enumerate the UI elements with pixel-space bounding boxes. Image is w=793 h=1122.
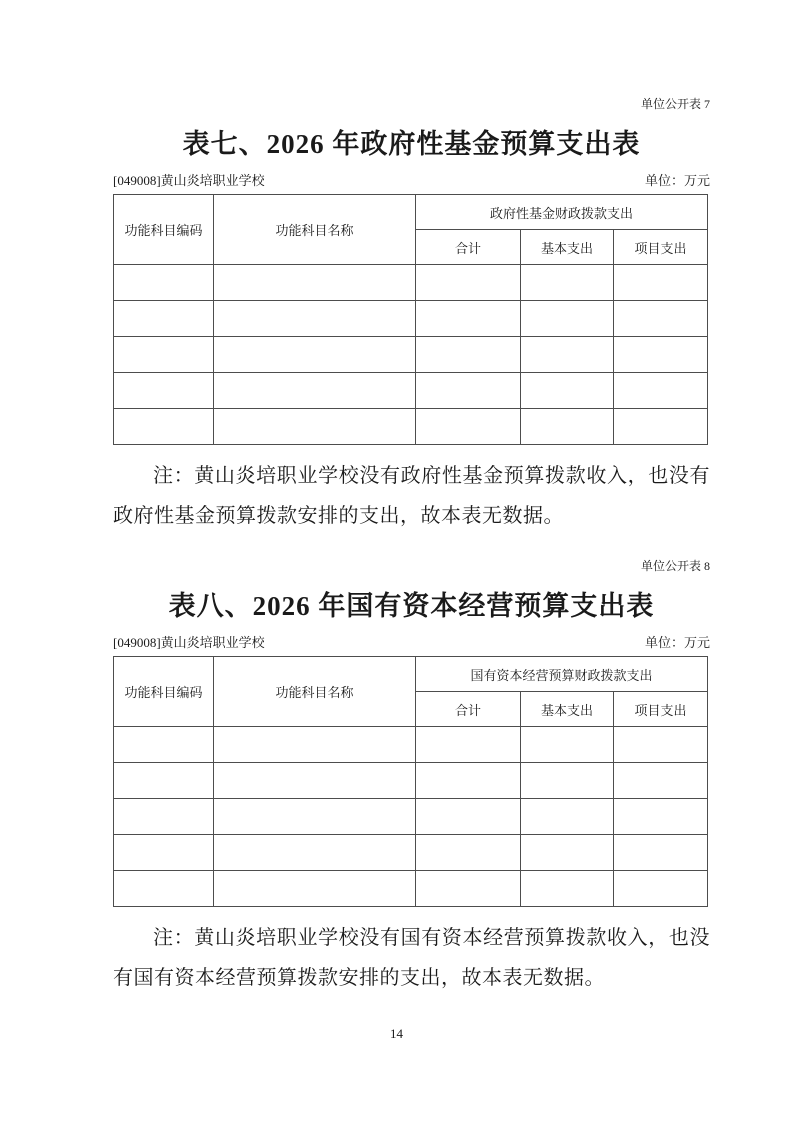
unit-label: 单位：万元 <box>644 635 710 650</box>
empty-cell <box>521 337 614 373</box>
empty-cell <box>214 835 416 871</box>
empty-cell <box>521 763 614 799</box>
table-row <box>114 727 708 763</box>
col-header-project: 项目支出 <box>614 230 708 265</box>
table-header-row-1 <box>114 657 708 692</box>
meta-row <box>113 172 710 190</box>
empty-cell <box>214 337 416 373</box>
empty-cell <box>614 373 708 409</box>
empty-cell <box>214 871 416 907</box>
empty-cell <box>214 799 416 835</box>
org-code: [049008]黄山炎培职业学校 <box>113 635 265 650</box>
col-header-function-code: 功能科目编码 <box>114 657 214 727</box>
empty-cell <box>114 265 214 301</box>
table-row <box>114 301 708 337</box>
empty-cell <box>614 337 708 373</box>
section-table-7 <box>113 96 710 536</box>
budget-table-7 <box>113 194 708 445</box>
empty-cell <box>114 373 214 409</box>
page-number: 14 <box>390 1026 403 1041</box>
table-row <box>114 265 708 301</box>
empty-cell <box>114 727 214 763</box>
org-code: [049008]黄山炎培职业学校 <box>113 173 265 188</box>
budget-table-8 <box>113 656 708 907</box>
empty-cell <box>614 727 708 763</box>
empty-cell <box>614 799 708 835</box>
unit-label: 单位：万元 <box>644 173 710 188</box>
empty-cell <box>521 727 614 763</box>
empty-cell <box>214 763 416 799</box>
empty-cell <box>614 409 708 445</box>
table-note: 注：黄山炎培职业学校没有国有资本经营预算拨款收入，也没有国有资本经营预算拨款安排的支出，故本表无数据。 <box>113 927 710 989</box>
empty-cell <box>614 763 708 799</box>
col-header-function-name: 功能科目名称 <box>214 657 416 727</box>
empty-cell <box>416 871 521 907</box>
empty-cell <box>416 301 521 337</box>
col-header-group: 政府性基金财政拨款支出 <box>416 195 708 230</box>
section-label: 单位公开表 7 <box>640 97 710 111</box>
table-title: 表八、2026 年国有资本经营预算支出表 <box>168 591 655 621</box>
empty-cell <box>416 763 521 799</box>
empty-cell <box>114 871 214 907</box>
table-row <box>114 409 708 445</box>
empty-cell <box>614 301 708 337</box>
table-row <box>114 835 708 871</box>
col-header-function-code: 功能科目编码 <box>114 195 214 265</box>
empty-cell <box>521 835 614 871</box>
table-note: 注：黄山炎培职业学校没有政府性基金预算拨款收入，也没有政府性基金预算拨款安排的支出，故本表无数据。 <box>113 465 710 527</box>
empty-cell <box>114 337 214 373</box>
empty-cell <box>114 835 214 871</box>
empty-cell <box>521 871 614 907</box>
page-content <box>113 0 710 998</box>
empty-cell <box>614 265 708 301</box>
col-header-total: 合计 <box>416 692 521 727</box>
empty-cell <box>614 871 708 907</box>
col-header-project: 项目支出 <box>614 692 708 727</box>
empty-cell <box>521 373 614 409</box>
empty-cell <box>521 265 614 301</box>
empty-cell <box>416 337 521 373</box>
empty-cell <box>214 373 416 409</box>
col-header-total: 合计 <box>416 230 521 265</box>
empty-cell <box>521 799 614 835</box>
empty-cell <box>214 727 416 763</box>
empty-cell <box>416 727 521 763</box>
col-header-basic: 基本支出 <box>521 230 614 265</box>
empty-cell <box>416 799 521 835</box>
col-header-function-name: 功能科目名称 <box>214 195 416 265</box>
empty-cell <box>614 835 708 871</box>
col-header-group: 国有资本经营预算财政拨款支出 <box>416 657 708 692</box>
section-label: 单位公开表 8 <box>640 559 710 573</box>
empty-cell <box>114 799 214 835</box>
empty-cell <box>416 265 521 301</box>
table-title: 表七、2026 年政府性基金预算支出表 <box>182 129 641 159</box>
empty-cell <box>214 301 416 337</box>
table-header-row-1 <box>114 195 708 230</box>
table-row <box>114 871 708 907</box>
empty-cell <box>416 409 521 445</box>
empty-cell <box>114 301 214 337</box>
empty-cell <box>521 301 614 337</box>
col-header-basic: 基本支出 <box>521 692 614 727</box>
empty-cell <box>521 409 614 445</box>
table-row <box>114 763 708 799</box>
table-row <box>114 799 708 835</box>
empty-cell <box>114 763 214 799</box>
section-table-8 <box>113 558 710 998</box>
empty-cell <box>214 409 416 445</box>
table-row <box>114 373 708 409</box>
meta-row <box>113 634 710 652</box>
empty-cell <box>214 265 416 301</box>
table-row <box>114 337 708 373</box>
empty-cell <box>114 409 214 445</box>
empty-cell <box>416 835 521 871</box>
empty-cell <box>416 373 521 409</box>
